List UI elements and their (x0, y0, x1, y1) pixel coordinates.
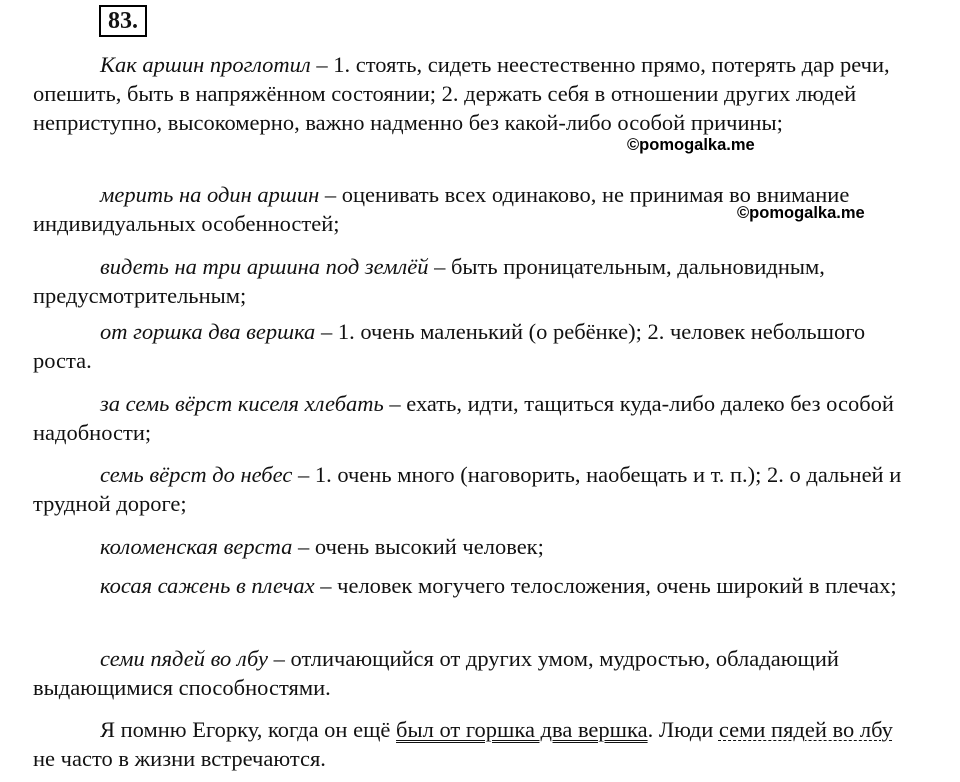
entry-term: мерить на один аршин (100, 182, 320, 207)
entry-4 (33, 317, 913, 375)
entry-definition: – быть проницательным, дальновидным, предусмотрительным; (33, 254, 825, 308)
entry-term: коломенская верста (100, 534, 293, 559)
entry-term: семи пядей во лбу (100, 646, 269, 671)
entry-definition: – 1. очень много (наговорить, наобещать и т. п.); 2. о дальней и трудной дороге; (33, 462, 902, 516)
entry-definition: – ехать, идти, тащиться куда-либо далеко без особой надобности; (33, 391, 894, 445)
entry-definition: – человек могучего телосложения, очень широкий в плечах; (314, 573, 897, 598)
entry-term: Как аршин проглотил (100, 52, 311, 77)
entry-6 (33, 460, 913, 518)
entry-3 (33, 252, 913, 310)
entry-definition: – 1. очень маленький (о ребёнке); 2. человек небольшого роста. (33, 319, 866, 373)
entry-definition: – отличающийся от других умом, мудростью, обладающий выдающимися способностями. (33, 646, 839, 700)
watermark: ©pomogalka.me (737, 204, 865, 222)
entry-term: косая сажень в плечах (100, 573, 315, 598)
entry-definition: – оценивать всех одинаково, не принимая во внимание индивидуальных особенностей; (33, 182, 850, 236)
example-part-1: Я помню Егорку, когда он ещё (100, 717, 397, 742)
entry-term: видеть на три аршина под землёй (100, 254, 429, 279)
entry-definition: – 1. стоять, сидеть неестественно прямо, потерять дар речи, опешить, быть в напряжённом состоянии; 2. держать себя в отношении других людей неприступно, высокомерно, важно надменно без какой-либо особой причины; (33, 52, 890, 135)
example-sentence (33, 715, 913, 773)
example-part-2: . Люди (647, 717, 719, 742)
entry-term: семь вёрст до небес (100, 462, 293, 487)
entry-1 (33, 50, 913, 137)
entry-7 (33, 532, 913, 561)
watermark: ©pomogalka.me (627, 136, 755, 154)
entry-term: за семь вёрст киселя хлебать (100, 391, 384, 416)
example-underlined-predicate: был от горшка два вершка (396, 717, 648, 742)
entry-term: от горшка два вершка (100, 319, 316, 344)
example-underlined-wavy: семи пядей во лбу (718, 717, 893, 742)
entry-8 (33, 571, 913, 600)
exercise-number: 83. (99, 5, 147, 37)
entry-5 (33, 389, 913, 447)
example-part-3: не часто в жизни встречаются. (33, 746, 326, 771)
entry-9 (33, 644, 913, 702)
entry-definition: – очень высокий человек; (292, 534, 544, 559)
